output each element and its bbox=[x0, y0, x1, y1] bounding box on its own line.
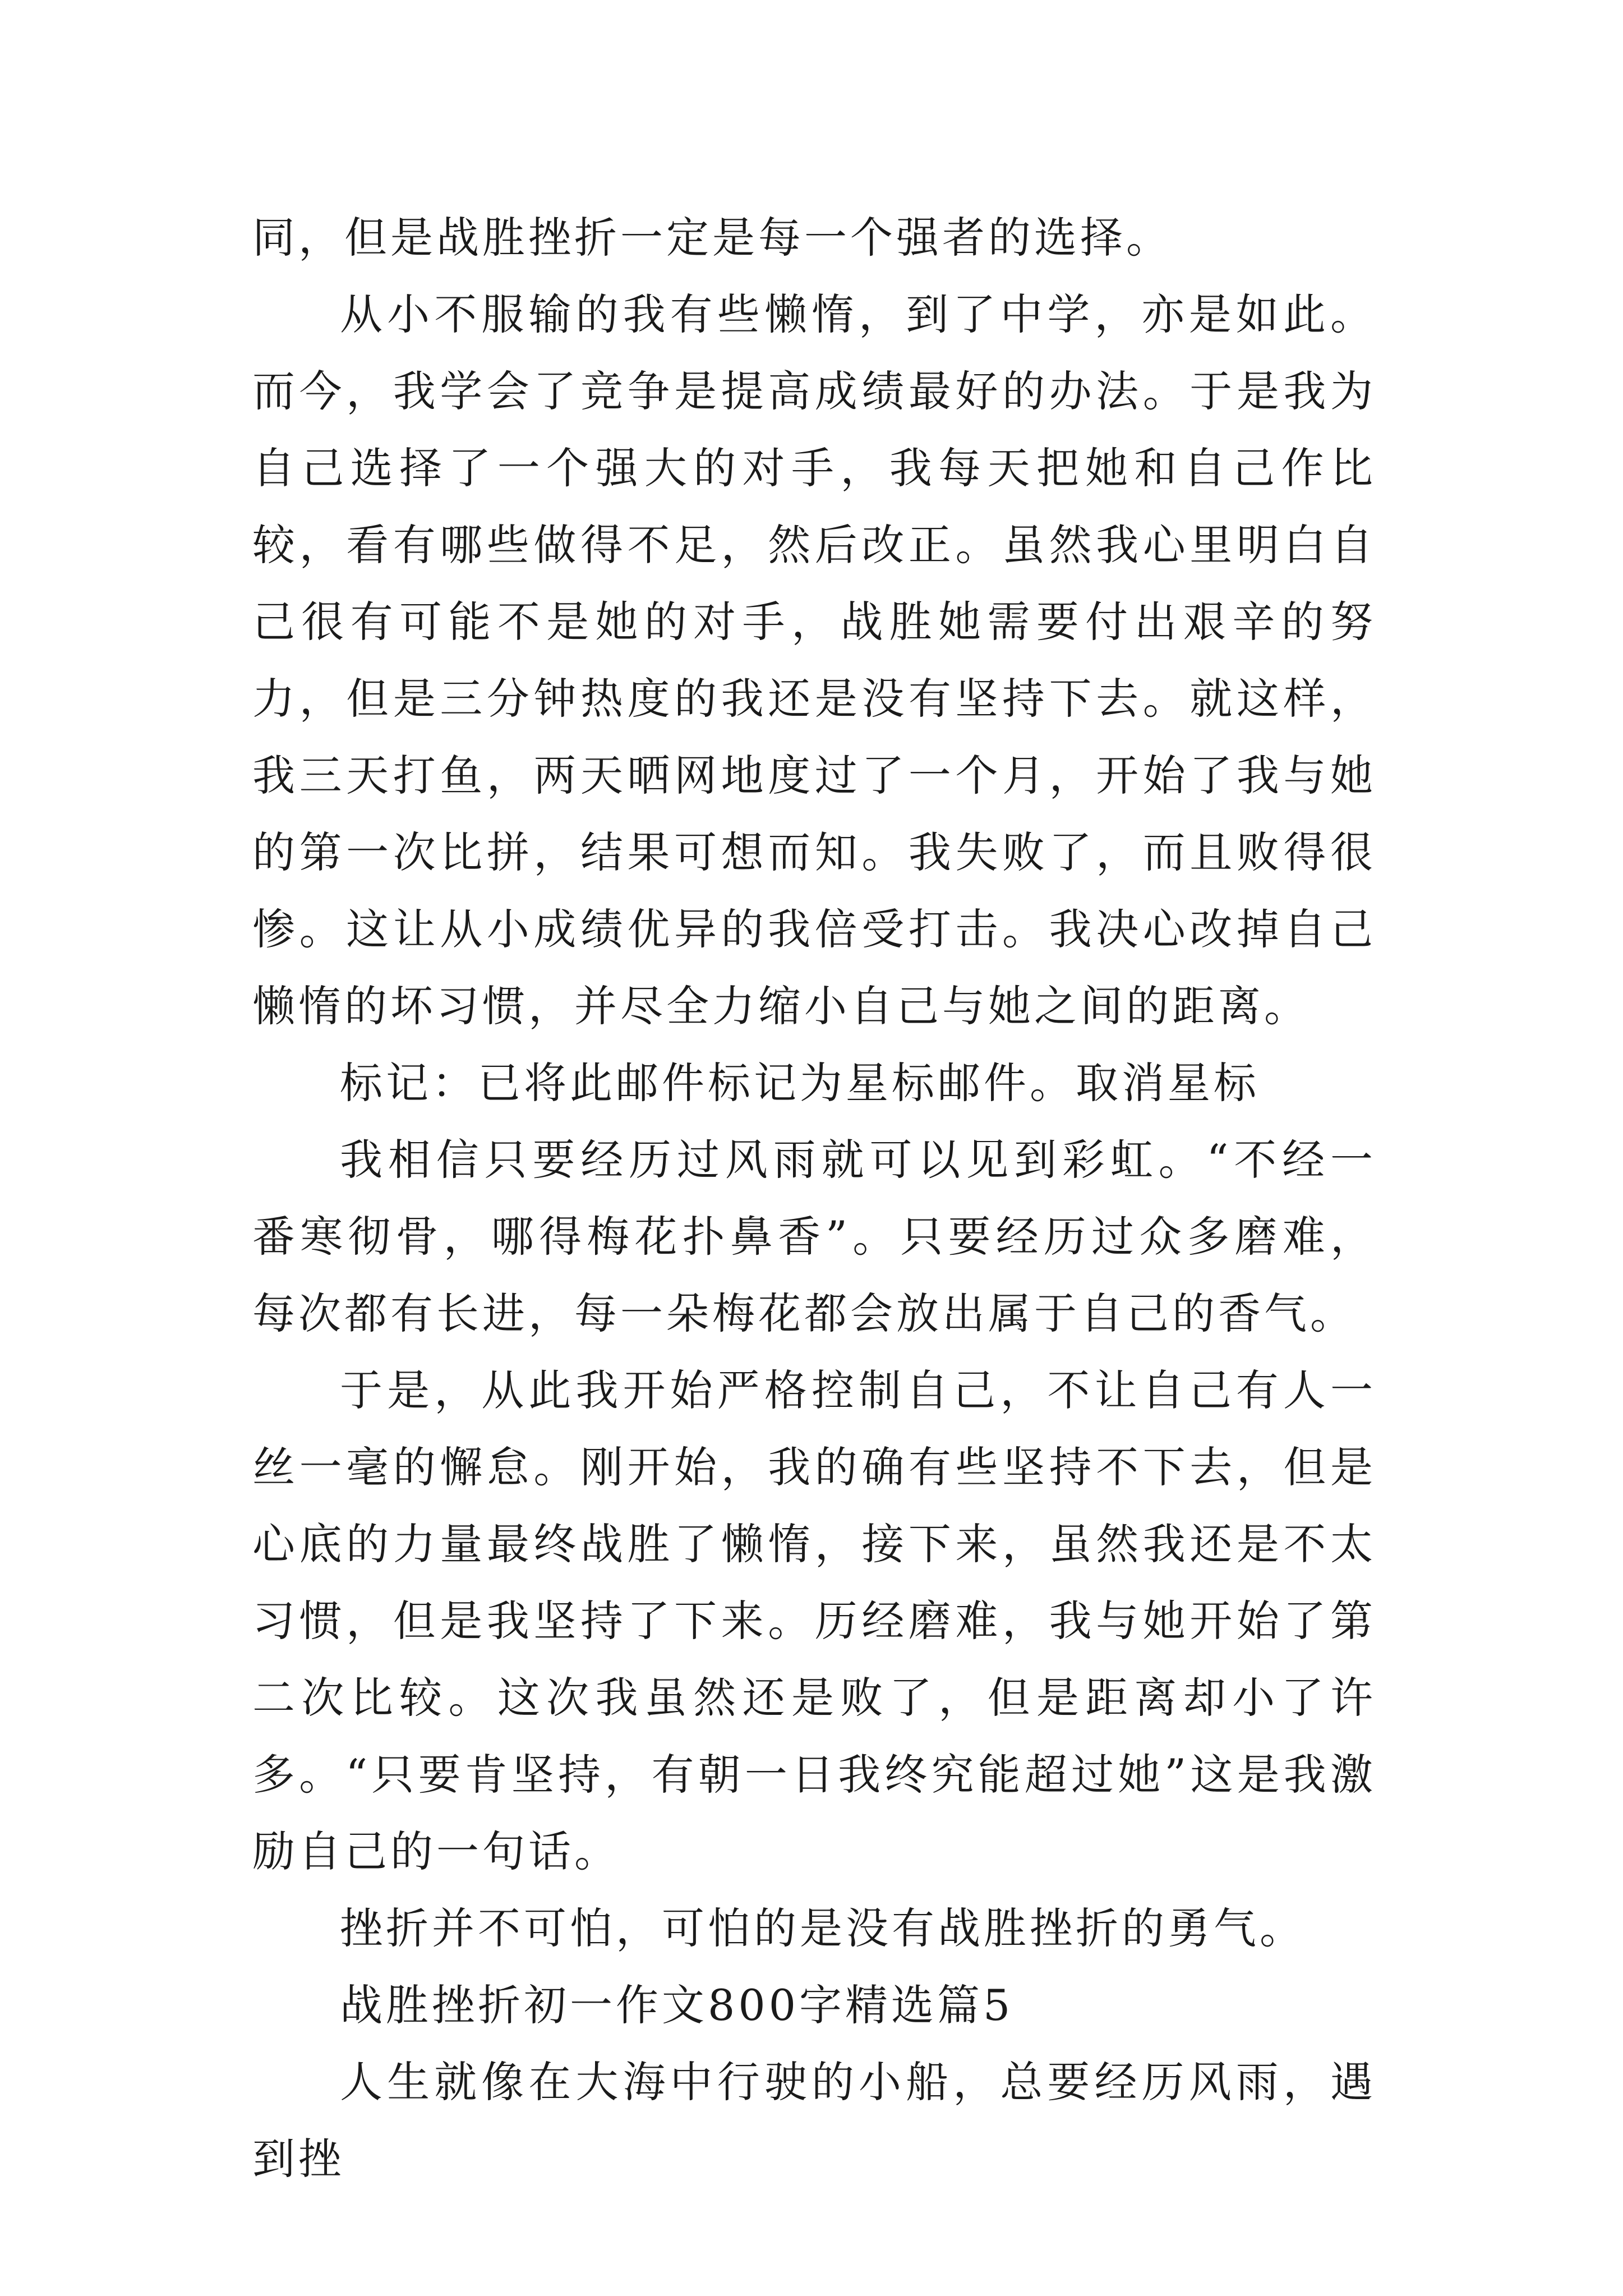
paragraph-continuation: 同，但是战胜挫折一定是每一个强者的选择。 bbox=[252, 213, 1172, 263]
paragraph-star-mark-note: 标记：已将此邮件标记为星标邮件。取消星标 bbox=[340, 1058, 1260, 1108]
paragraph-self-discipline: 于是，从此我开始严格控制自己，不让自己有人一丝一毫的懈怠。刚开始，我的确有些坚持不下去，但是心底的力量最终战胜了懒惰，接下来，虽然我还是不太习惯，但是我坚持了下来。历经磨难，我与她开始了第二次比较。这次我虽然还是败了，但是距离却小了许多。“只要肯坚持，有朝一日我终究能超过她”这是我激励自己的一句话。 bbox=[252, 1365, 1376, 1876]
document-body bbox=[252, 199, 1376, 2197]
paragraph-competition: 从小不服输的我有些懒惰，到了中学，亦是如此。而今，我学会了竞争是提高成绩最好的办法。于是我为自己选择了一个强大的对手，我每天把她和自己作比较，看有哪些做得不足，然后改正。虽然我心里明白自己很有可能不是她的对手，战胜她需要付出艰辛的努力，但是三分钟热度的我还是没有坚持下去。就这样，我三天打鱼，两天晒网地度过了一个月，开始了我与她的第一次比拼，结果可想而知。我失败了，而且败得很惨。这让从小成绩优异的我倍受打击。我决心改掉自己懒惰的坏习惯，并尽全力缩小自己与她之间的距离。 bbox=[252, 289, 1376, 1031]
paragraph-life-boat: 人生就像在大海中行驶的小船，总要经历风雨，遇到挫 bbox=[252, 2057, 1376, 2184]
section-heading: 战胜挫折初一作文800字精选篇5 bbox=[340, 1980, 1014, 2030]
paragraph-rainbow: 我相信只要经历过风雨就可以见到彩虹。“不经一番寒彻骨，哪得梅花扑鼻香”。只要经历过众多磨难，每次都有长进，每一朵梅花都会放出属于自己的香气。 bbox=[252, 1135, 1376, 1338]
paragraph-courage: 挫折并不可怕，可怕的是没有战胜挫折的勇气。 bbox=[340, 1903, 1306, 1953]
